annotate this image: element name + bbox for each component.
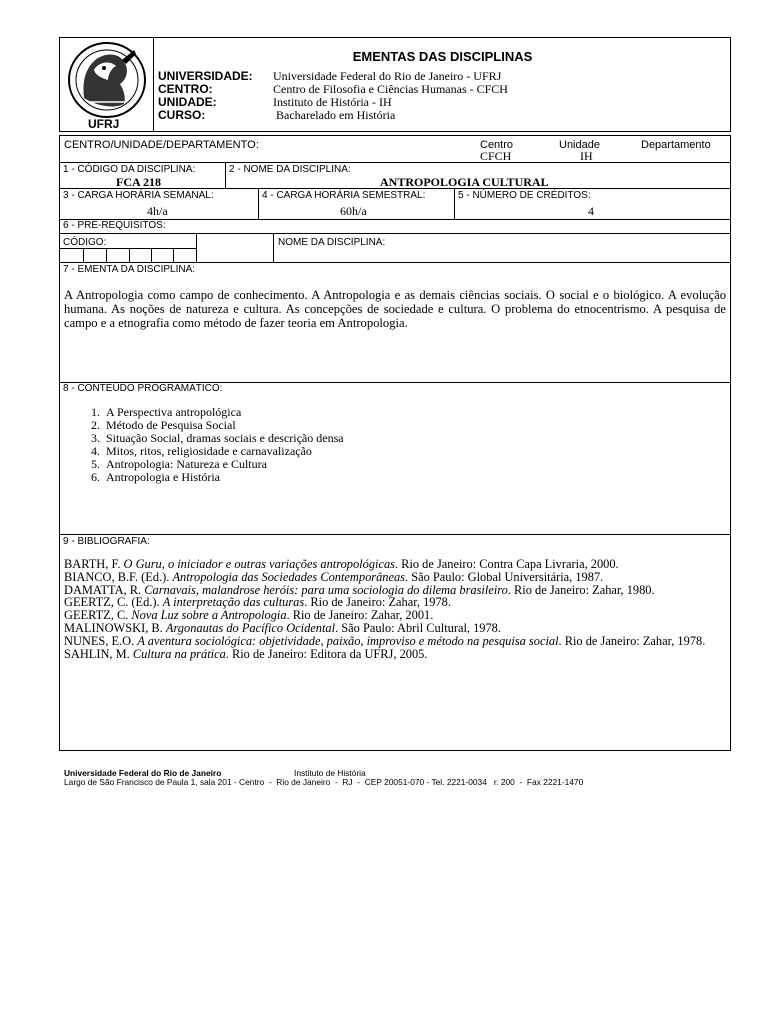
- ementa-text: A Antropologia como campo de conhecimento. A Antropologia e as demais ciências sociais. O social e o biológico. A evolução humana. As noções de natureza e cultura. As concepções de sociedade e cultura. O problema do etnocentrismo. A pesquisa de campo e a etnografia como método de fazer teoria em Antropologia.: [64, 288, 726, 330]
- curso-value: Bacharelado em História: [273, 108, 396, 122]
- page-title: EMENTAS DAS DISCIPLINAS: [352, 49, 533, 64]
- row-divider: [59, 262, 731, 263]
- col-divider: [454, 188, 455, 219]
- carga-semanal-label: 3 - CARGA HORÁRIA SEMANAL:: [63, 190, 214, 201]
- conteudo-list: [78, 406, 578, 484]
- code-box-cell: [173, 248, 174, 262]
- bibliografia-list: [64, 558, 726, 660]
- code-box-top: [59, 248, 196, 249]
- list-item: 4. Mitos, ritos, religiosidade e carnavalização: [91, 444, 312, 458]
- footer-institute: Instituto de História: [294, 768, 366, 778]
- list-item: 5. Antropologia: Natureza e Cultura: [91, 457, 267, 471]
- row-divider: [59, 534, 731, 535]
- col-divider: [273, 233, 274, 262]
- carga-semestral-label: 4 - CARGA HORÁRIA SEMESTRAL:: [262, 190, 426, 201]
- dept-unidade-label: Unidade: [559, 139, 600, 151]
- col-divider: [258, 188, 259, 219]
- ementa-label: 7 - EMENTA DA DISCIPLINA:: [63, 264, 196, 275]
- centro-label: CENTRO:: [158, 82, 213, 96]
- row-divider: [59, 188, 731, 189]
- nome-disciplina-label: 2 - NOME DA DISCIPLINA:: [229, 164, 351, 175]
- code-box-cell: [106, 248, 107, 262]
- ufrj-seal-icon: [64, 40, 150, 120]
- nome-disciplina-value: ANTROPOLOGIA CULTURAL: [380, 175, 549, 189]
- list-item: 6. Antropologia e História: [91, 470, 220, 484]
- bib-entry: DAMATTA, R. Carnavais, malandrose heróis: para uma sociologia do dilema brasileiro. Rio de Janeiro: Zahar, 1980.: [64, 582, 655, 597]
- list-item: 2. Método de Pesquisa Social: [91, 418, 236, 432]
- prereq-codigo-label: CÓDIGO:: [63, 237, 107, 248]
- universidade-label: UNIVERSIDADE:: [158, 69, 253, 83]
- code-box-cell: [129, 248, 130, 262]
- codigo-disciplina-label: 1 - CÓDIGO DA DISCIPLINA:: [63, 164, 196, 175]
- creditos-value: 4: [588, 204, 594, 218]
- list-item: 1. A Perspectiva antropológica: [91, 405, 242, 419]
- row-divider: [59, 162, 731, 163]
- dept-centro-label: Centro: [480, 139, 514, 151]
- centro-value: Centro de Filosofia e Ciências Humanas - CFCH: [273, 82, 508, 96]
- col-divider: [225, 162, 226, 188]
- prereq-nome-label: NOME DA DISCIPLINA:: [278, 237, 386, 248]
- dept-label: CENTRO/UNIDADE/DEPARTAMENTO:: [64, 139, 259, 151]
- bib-entry: MALINOWSKI, B. Argonautas do Pacífico Ocidental. São Paulo: Abril Cultural, 1978.: [64, 620, 501, 635]
- codigo-disciplina-value: FCA 218: [116, 175, 161, 189]
- col-divider: [196, 233, 197, 262]
- curso-label: CURSO:: [158, 108, 206, 122]
- bibliografia-label: 9 - BIBLIOGRAFIA:: [63, 536, 150, 547]
- footer-address: Largo de São Francisco de Paula 1, sala 201 - Centro - Rio de Janeiro - RJ - CEP 20051-070 - Tel. 2221-0034 r. 200 - Fax 2221-1470: [64, 777, 584, 787]
- list-item: 3. Situação Social, dramas sociais e descrição densa: [91, 431, 344, 445]
- code-box-cell: [151, 248, 152, 262]
- universidade-value: Universidade Federal do Rio de Janeiro - UFRJ: [273, 69, 502, 83]
- carga-semanal-value: 4h/a: [147, 204, 168, 218]
- creditos-label: 5 - NÚMERO DE CRÉDITOS:: [458, 190, 591, 201]
- unidade-label: UNIDADE:: [158, 95, 217, 109]
- bib-entry: BARTH, F. O Guru, o iniciador e outras variações antropológicas. Rio de Janeiro: Contra Capa Livraria, 2000.: [64, 557, 619, 571]
- prerequisitos-label: 6 - PRÉ-REQUISITOS:: [63, 220, 166, 231]
- dept-unidade-value: IH: [580, 149, 593, 163]
- footer-university: Universidade Federal do Rio de Janeiro: [64, 768, 222, 778]
- row-divider: [59, 233, 731, 234]
- logo-caption: UFRJ: [88, 117, 120, 131]
- unidade-value: Instituto de História - IH: [273, 95, 392, 109]
- carga-semestral-value: 60h/a: [340, 204, 367, 218]
- bib-entry: GEERTZ, C. (Ed.). A interpretação das culturas. Rio de Janeiro: Zahar, 1978.: [64, 595, 451, 610]
- ufrj-logo: [64, 40, 150, 120]
- bib-entry: BIANCO, B.F. (Ed.). Antropologia das Sociedades Contemporâneas. São Paulo: Global Universitária, 1987.: [64, 569, 604, 584]
- dept-centro-value: CFCH: [480, 149, 512, 163]
- conteudo-label: 8 - CONTEÚDO PROGRAMÁTICO:: [63, 383, 223, 394]
- bib-entry: NUNES, E.O. A aventura sociológica: objetividade, paixão, improviso e método na pesquisa social. Rio de Janeiro: Zahar, 1978.: [64, 633, 706, 648]
- dept-departamento-label: Departamento: [641, 139, 711, 151]
- bib-entry: GEERTZ, C. Nova Luz sobre a Antropologia. Rio de Janeiro: Zahar, 2001.: [64, 608, 434, 623]
- bib-entry: SAHLIN, M. Cultura na prática. Rio de Janeiro: Editora da UFRJ, 2005.: [64, 646, 428, 661]
- code-box-cell: [83, 248, 84, 262]
